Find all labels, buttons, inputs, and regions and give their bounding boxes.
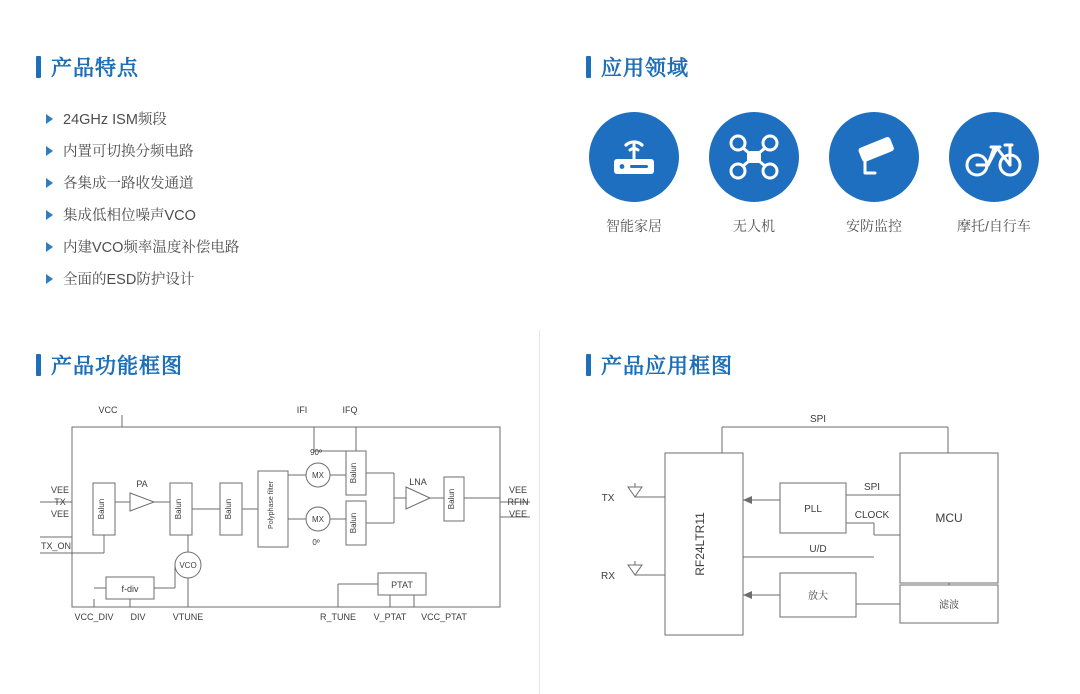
diagram-label-vcc-ptat: VCC_PTAT (421, 612, 467, 622)
diagram-label-v-ptat: V_PTAT (373, 612, 407, 622)
title-accent-bar (36, 354, 41, 376)
port-label-tx: TX (601, 493, 615, 504)
diagram-label-div: DIV (130, 612, 146, 622)
feature-label: 全面的ESD防护设计 (63, 272, 195, 288)
diagram-label-vee-left-2: VEE (50, 509, 70, 519)
bullet-triangle-icon (46, 242, 53, 252)
bullet-triangle-icon (46, 146, 53, 156)
diagram-label-rfin: RFIN (507, 497, 529, 507)
bullet-triangle-icon (46, 114, 53, 124)
list-item (36, 268, 516, 289)
port-label-rx: RX (601, 571, 615, 582)
application-item-bicycle (946, 112, 1042, 236)
block-label-f-div: f-div (121, 584, 139, 594)
block-label-balun-4: Balun (349, 462, 358, 484)
block-label-balun-5: Balun (349, 512, 358, 534)
block-label-amp: 放大 (808, 591, 828, 602)
title-accent-bar (586, 56, 591, 78)
block-label-polyphase-filter: Polyphase filter (268, 481, 275, 529)
icon-circle (709, 112, 799, 202)
router-icon (606, 133, 662, 181)
feature-label: 集成低相位噪声VCO (63, 208, 196, 224)
icon-circle (949, 112, 1039, 202)
diagram-label-vcc: VCC (98, 405, 118, 415)
diagram-label-tx-on: TX_ON (40, 541, 72, 551)
phase-label-90: 90º (310, 448, 322, 457)
feature-label: 内建VCO频率温度补偿电路 (63, 240, 240, 256)
feature-label: 24GHz ISM频段 (63, 112, 167, 128)
application-item-smart-home (586, 112, 682, 236)
block-label-lna: LNA (409, 477, 427, 487)
diagram-label-vee-right-2: VEE (508, 509, 528, 519)
block-label-pll: PLL (804, 504, 822, 515)
feature-label: 内置可切换分频电路 (63, 144, 194, 160)
diagram-label-vee-right-1: VEE (508, 485, 528, 495)
bullet-triangle-icon (46, 274, 53, 284)
application-items (586, 112, 1056, 236)
list-item (36, 236, 516, 257)
diagram-label-vee-left-1: VEE (50, 485, 70, 495)
application-diagram-title-text: 产品应用框图 (601, 355, 733, 378)
diagram-label-r-tune: R_TUNE (319, 612, 357, 622)
bus-label-clock: CLOCK (854, 510, 890, 521)
block-label-filter: 滤波 (939, 600, 959, 611)
icon-circle (589, 112, 679, 202)
function-diagram-title (36, 350, 183, 380)
block-label-mx-2: MX (312, 515, 324, 524)
applications-title-text: 应用领域 (601, 57, 689, 80)
diagram-label-ifq: IFQ (342, 405, 358, 415)
diagram-label-tx: TX (54, 497, 66, 507)
block-label-mx-1: MX (312, 471, 324, 480)
block-label-chip: RF24LTR11 (693, 512, 707, 576)
application-label: 无人机 (733, 218, 775, 234)
function-diagram-svg (30, 405, 550, 655)
product-features-section (36, 52, 516, 300)
application-diagram-svg (580, 405, 1060, 655)
applications-title (586, 52, 1056, 82)
icon-circle (829, 112, 919, 202)
block-label-balun-3: Balun (224, 498, 233, 520)
bullet-triangle-icon (46, 210, 53, 220)
bullet-triangle-icon (46, 178, 53, 188)
bus-label-ud: U/D (809, 544, 827, 555)
application-item-security (826, 112, 922, 236)
feature-list (36, 108, 516, 289)
list-item (36, 140, 516, 161)
list-item (36, 108, 516, 129)
block-label-ptat: PTAT (391, 580, 413, 590)
application-block-diagram (580, 405, 1060, 665)
bus-label-spi: SPI (863, 482, 881, 493)
block-label-pa: PA (136, 479, 148, 489)
list-item (36, 172, 516, 193)
diagram-label-ifi: IFI (296, 405, 308, 415)
application-label: 摩托/自行车 (957, 218, 1031, 234)
drone-icon (726, 131, 782, 183)
block-label-mcu: MCU (935, 511, 963, 525)
diagram-label-vtune: VTUNE (172, 612, 204, 622)
application-label: 智能家居 (606, 218, 662, 234)
phase-label-0: 0º (312, 538, 320, 547)
application-item-drone (706, 112, 802, 236)
feature-label: 各集成一路收发通道 (63, 176, 194, 192)
features-title (36, 52, 516, 82)
bus-label-spi-top: SPI (809, 414, 827, 425)
block-label-balun-2: Balun (174, 498, 183, 520)
features-title-text: 产品特点 (51, 57, 139, 80)
list-item (36, 204, 516, 225)
application-label: 安防监控 (846, 218, 902, 234)
application-fields-section (586, 52, 1056, 236)
bicycle-icon (964, 134, 1024, 180)
title-accent-bar (36, 56, 41, 78)
security-camera-icon (846, 132, 902, 182)
application-diagram-title (586, 350, 733, 380)
block-label-balun-1: Balun (97, 498, 106, 520)
function-block-diagram (30, 405, 550, 665)
block-label-vco: VCO (179, 561, 197, 570)
title-accent-bar (586, 354, 591, 376)
function-diagram-title-text: 产品功能框图 (51, 355, 183, 378)
diagram-label-vcc-div: VCC_DIV (74, 612, 114, 622)
block-label-balun-6: Balun (447, 488, 456, 510)
